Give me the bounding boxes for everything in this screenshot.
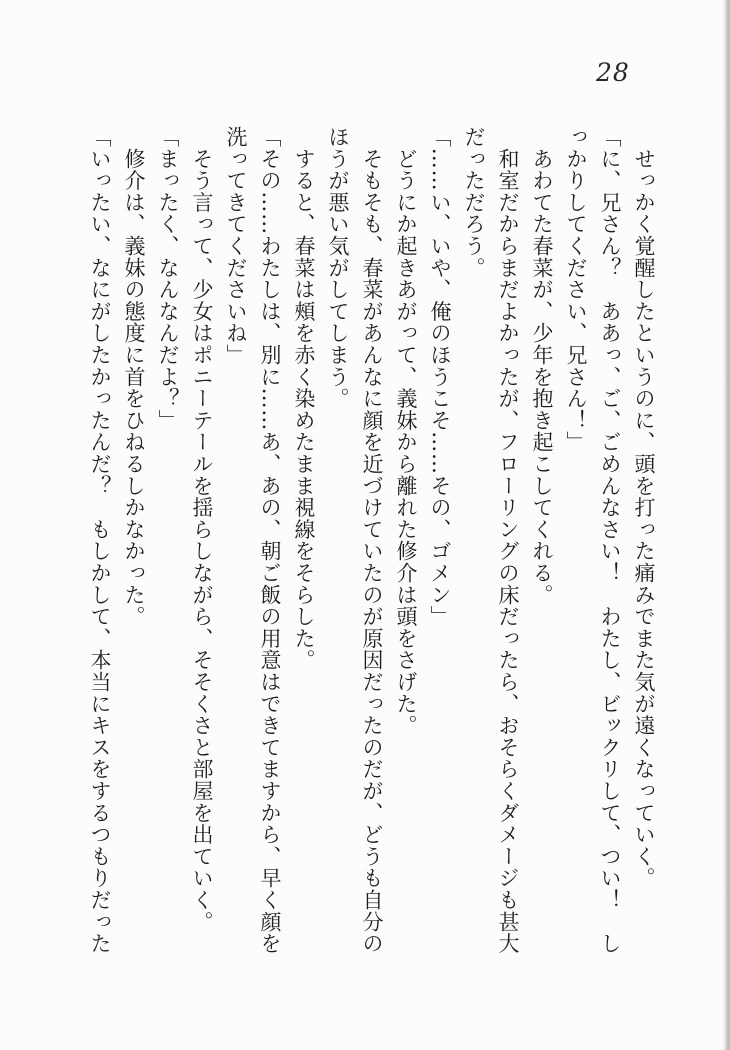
text-line: すると、春菜は頰を赤く染めたまま視線をそらした。	[292, 126, 316, 671]
text-line: そもそも、春菜があんなに顔を近づけていたのが原因だったのだが、どうも自分の	[360, 126, 384, 955]
text-line: っかりしてください、兄さん！」	[564, 126, 588, 453]
text-line: 洗ってきてくださいね」	[224, 126, 248, 366]
page-edge-shadow	[722, 0, 730, 1050]
text-line: あわてた春菜が、少年を抱き起こしてくれる。	[530, 126, 554, 606]
body-text	[83, 126, 661, 974]
text-line: 和室だからまだよかったが、フローリングの床だったら、おそらくダメージも甚大	[496, 126, 520, 955]
text-line: 修介は、義妹の態度に首をひねるしかなかった。	[122, 126, 146, 628]
text-line: 「まったく、なんなんだよ？」	[156, 126, 180, 432]
text-line: ほうが悪い気がしてしまう。	[326, 126, 350, 410]
page-number: 28	[596, 58, 630, 87]
text-line: 「……い、いや、俺のほうこそ……その、ゴメン」	[428, 126, 452, 628]
text-line: 「に、兄さん？ ああっ、ご、ごめんなさい！ わたし、ビックリして、つい！ し	[598, 126, 622, 955]
text-line: 「その……わたしは、別に……あ、あの、朝ご飯の用意はできてますから、早く顔を	[258, 126, 282, 955]
text-line: どうにか起きあがって、義妹から離れた修介は頭をさげた。	[394, 126, 418, 737]
text-line: せっかく覚醒したというのに、頭を打った痛みでまた気が遠くなっていく。	[632, 126, 656, 889]
text-line: 「いったい、なにがしたかったんだ？ もしかして、本当にキスをするつもりだった	[88, 126, 112, 955]
text-line: だっただろう。	[462, 126, 486, 279]
text-line: そう言って、少女はポニーテールを揺らしながら、そそくさと部屋を出ていく。	[190, 126, 214, 933]
